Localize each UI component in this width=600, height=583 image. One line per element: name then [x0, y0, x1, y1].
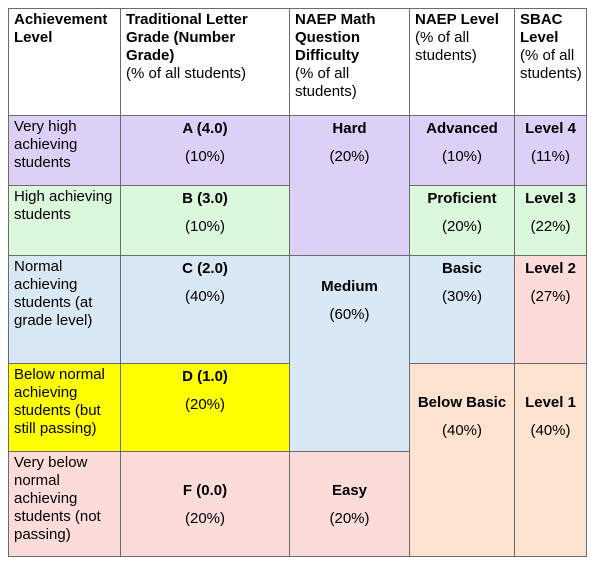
- header-achievement-level: [9, 9, 121, 116]
- naep-level-pct: (40%): [441, 422, 482, 439]
- sbac-cell: [515, 116, 587, 186]
- naep-math-cell: [290, 116, 410, 256]
- letter-grade-pct: (40%): [184, 288, 225, 305]
- naep-level-label: Below Basic: [417, 394, 507, 411]
- achievement-cell: High achieving students: [9, 186, 121, 256]
- table-row: [9, 116, 587, 186]
- letter-grade-cell: [121, 186, 290, 256]
- header-row: [9, 9, 587, 116]
- sbac-pct: (11%): [531, 148, 570, 165]
- achievement-cell: Very below normal achieving students (not passing): [9, 452, 121, 557]
- header-naep-math-title: NAEP Math Question Difficulty: [295, 11, 376, 64]
- letter-grade-cell: [121, 116, 290, 186]
- letter-grade: A (4.0): [182, 120, 228, 137]
- header-letter-title: Traditional Letter Grade (Number Grade): [126, 11, 248, 64]
- naep-level-cell: [410, 364, 515, 557]
- letter-grade: D (1.0): [182, 368, 228, 385]
- header-achievement-title: Achievement Level: [14, 11, 108, 46]
- letter-grade-pct: (10%): [184, 148, 225, 165]
- naep-math-pct: (20%): [329, 148, 370, 165]
- letter-grade: B (3.0): [182, 190, 228, 207]
- naep-math-label: Medium: [321, 278, 378, 295]
- header-naep-level-sub: (% of all students): [415, 29, 477, 64]
- sbac-pct: (40%): [530, 422, 571, 439]
- naep-level-pct: (20%): [441, 218, 482, 235]
- sbac-cell: [515, 256, 587, 364]
- header-sbac-sub: (% of all students): [520, 47, 582, 82]
- header-sbac-title: SBAC Level: [520, 11, 563, 46]
- comparison-table-wrapper: [8, 8, 587, 557]
- sbac-cell: [515, 364, 587, 557]
- header-letter-grade: [121, 9, 290, 116]
- naep-math-label: Easy: [331, 482, 368, 499]
- sbac-pct: (22%): [530, 218, 571, 235]
- table-row: [9, 256, 587, 364]
- naep-level-cell: [410, 256, 515, 364]
- naep-level-label: Advanced: [426, 120, 498, 137]
- naep-math-label: Hard: [332, 120, 367, 137]
- header-letter-sub: (% of all students): [126, 65, 247, 82]
- letter-grade-pct: (20%): [184, 510, 225, 527]
- naep-math-cell: [290, 452, 410, 557]
- sbac-pct: (27%): [530, 288, 571, 305]
- sbac-label: Level 2: [525, 260, 576, 277]
- achievement-cell: Very high achieving students: [9, 116, 121, 186]
- letter-grade: C (2.0): [182, 260, 228, 277]
- naep-level-label: Proficient: [427, 190, 497, 207]
- sbac-cell: [515, 186, 587, 256]
- header-naep-math-sub: (% of all students): [295, 65, 357, 100]
- achievement-cell: Below normal achieving students (but still passing): [9, 364, 121, 452]
- naep-math-cell: [290, 256, 410, 452]
- naep-math-pct: (20%): [329, 510, 370, 527]
- letter-grade-cell: [121, 364, 290, 452]
- naep-level-cell: [410, 116, 515, 186]
- sbac-label: Level 4: [525, 120, 576, 137]
- naep-level-cell: [410, 186, 515, 256]
- header-sbac: [515, 9, 587, 116]
- letter-grade-cell: [121, 256, 290, 364]
- letter-grade-pct: (20%): [184, 396, 225, 413]
- header-naep-math: [290, 9, 410, 116]
- achievement-cell: Normal achieving students (at grade level): [9, 256, 121, 364]
- sbac-label: Level 3: [525, 190, 576, 207]
- letter-grade-cell: [121, 452, 290, 557]
- naep-level-pct: (30%): [441, 288, 482, 305]
- sbac-label: Level 1: [525, 394, 576, 411]
- achievement-comparison-table: [8, 8, 587, 557]
- naep-math-pct: (60%): [329, 306, 370, 323]
- header-naep-level: [410, 9, 515, 116]
- header-naep-level-title: NAEP Level: [415, 11, 499, 28]
- naep-level-label: Basic: [441, 260, 483, 277]
- letter-grade-pct: (10%): [184, 218, 225, 235]
- naep-level-pct: (10%): [441, 148, 482, 165]
- letter-grade: F (0.0): [182, 482, 228, 499]
